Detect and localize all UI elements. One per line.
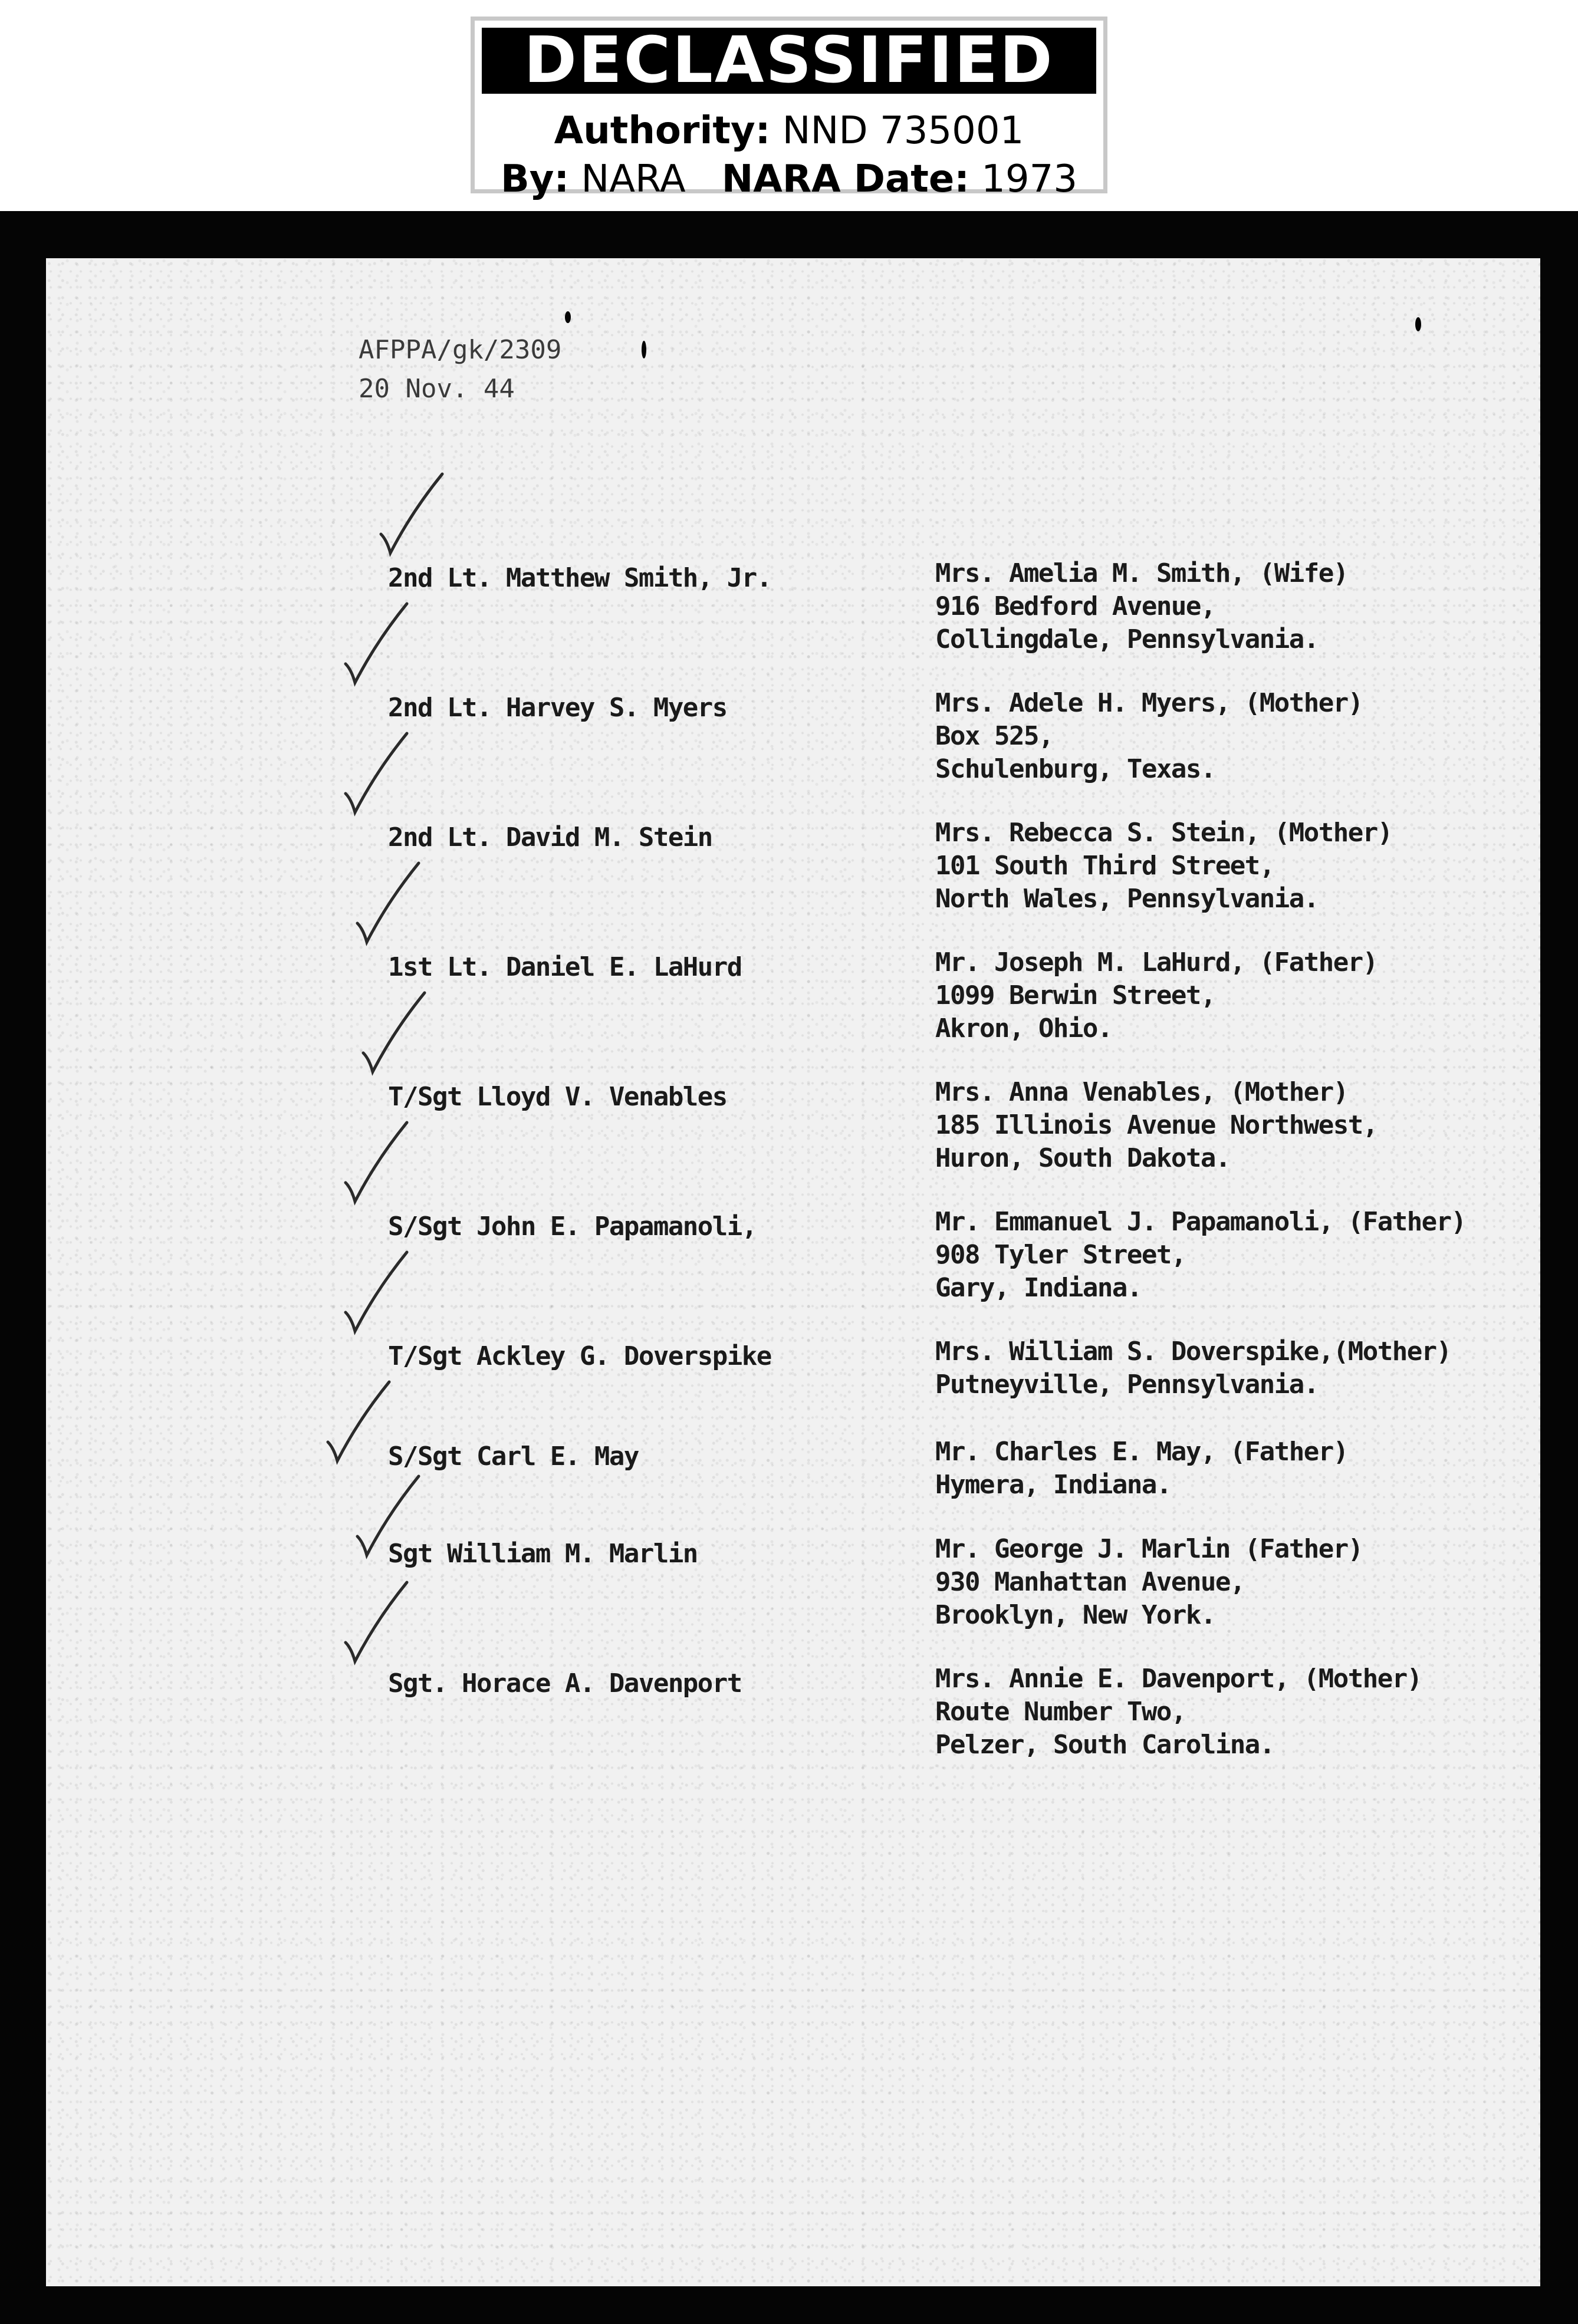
scan-blemish	[642, 341, 646, 358]
next-of-kin-address	[935, 1206, 1466, 1305]
by-value: NARA	[581, 157, 686, 201]
next-of-kin-address	[935, 1335, 1451, 1401]
document-date: 20 Nov. 44	[359, 374, 515, 404]
soldier-name: Sgt William M. Marlin	[388, 1539, 698, 1569]
by-label: By:	[500, 157, 570, 201]
address-line: 916 Bedford Avenue,	[935, 591, 1215, 621]
next-of-kin-address	[935, 1436, 1348, 1502]
soldier-name: S/Sgt Carl E. May	[388, 1441, 639, 1472]
address-line: Mrs. Anna Venables, (Mother)	[935, 1077, 1348, 1107]
address-line: Akron, Ohio.	[935, 1013, 1112, 1044]
checkmark-icon	[359, 989, 429, 1078]
checkmark-icon	[323, 1378, 394, 1467]
next-of-kin-address	[935, 1663, 1422, 1762]
next-of-kin-address	[935, 687, 1363, 786]
address-line: 185 Illinois Avenue Northwest,	[935, 1110, 1378, 1140]
address-line: Mrs. Rebecca S. Stein, (Mother)	[935, 818, 1392, 848]
paper-sheet	[46, 258, 1540, 2286]
scan-blemish	[1415, 317, 1421, 331]
authority-label: Authority:	[554, 109, 771, 153]
checkmark-icon	[341, 1249, 412, 1337]
address-line: Mrs. Adele H. Myers, (Mother)	[935, 688, 1363, 718]
address-line: 1099 Berwin Street,	[935, 980, 1215, 1010]
address-line: 930 Manhattan Avenue,	[935, 1567, 1245, 1597]
checkmark-icon	[353, 860, 423, 948]
address-line: Hymera, Indiana.	[935, 1470, 1171, 1500]
reference-number: AFPPA/gk/2309	[359, 335, 562, 365]
next-of-kin-address	[935, 946, 1378, 1045]
checkmark-icon	[341, 730, 412, 818]
address-line: North Wales, Pennsylvania.	[935, 884, 1319, 914]
soldier-name: S/Sgt John E. Papamanoli,	[388, 1212, 757, 1242]
address-line: Mrs. William S. Doverspike,(Mother)	[935, 1337, 1451, 1367]
soldier-name: T/Sgt Ackley G. Doverspike	[388, 1341, 771, 1371]
checkmark-icon	[341, 1119, 412, 1207]
checkmark-icon	[376, 470, 447, 559]
by-line	[475, 157, 1103, 201]
banner-title: DECLASSIFIED	[482, 28, 1096, 94]
next-of-kin-address	[935, 1533, 1363, 1632]
checkmark-icon	[341, 600, 412, 689]
address-line: Gary, Indiana.	[935, 1273, 1142, 1303]
authority-value: NND 735001	[782, 109, 1024, 153]
soldier-name: 2nd Lt. David M. Stein	[388, 822, 712, 852]
address-line: Box 525,	[935, 721, 1053, 751]
address-line: Mrs. Amelia M. Smith, (Wife)	[935, 558, 1348, 588]
address-line: Pelzer, South Carolina.	[935, 1730, 1274, 1760]
next-of-kin-address	[935, 557, 1348, 656]
soldier-name: 1st Lt. Daniel E. LaHurd	[388, 952, 742, 982]
address-line: 101 South Third Street,	[935, 851, 1274, 881]
address-line: Route Number Two,	[935, 1697, 1186, 1727]
address-line: Mr. Charles E. May, (Father)	[935, 1437, 1348, 1467]
address-line: Brooklyn, New York.	[935, 1600, 1215, 1630]
address-line: Putneyville, Pennsylvania.	[935, 1370, 1319, 1400]
soldier-name: 2nd Lt. Matthew Smith, Jr.	[388, 563, 771, 593]
address-line: Mr. Joseph M. LaHurd, (Father)	[935, 947, 1378, 977]
scanned-page	[0, 211, 1578, 2324]
scan-blemish	[565, 311, 571, 323]
address-line: Collingdale, Pennsylvania.	[935, 624, 1319, 654]
address-line: Mrs. Annie E. Davenport, (Mother)	[935, 1664, 1422, 1694]
authority-line	[475, 109, 1103, 153]
soldier-name: Sgt. Horace A. Davenport	[388, 1668, 742, 1698]
address-line: Mr. Emmanuel J. Papamanoli, (Father)	[935, 1207, 1466, 1237]
soldier-name: 2nd Lt. Harvey S. Myers	[388, 693, 727, 723]
address-line: Huron, South Dakota.	[935, 1143, 1230, 1173]
date-value: 1973	[981, 157, 1078, 201]
next-of-kin-address	[935, 817, 1392, 916]
date-label: NARA Date:	[721, 157, 969, 201]
next-of-kin-address	[935, 1076, 1378, 1175]
checkmark-icon	[341, 1579, 412, 1667]
address-line: Schulenburg, Texas.	[935, 754, 1215, 784]
address-line: 908 Tyler Street,	[935, 1240, 1186, 1270]
declassified-banner	[471, 17, 1107, 201]
soldier-name: T/Sgt Lloyd V. Venables	[388, 1082, 727, 1112]
address-line: Mr. George J. Marlin (Father)	[935, 1534, 1363, 1564]
